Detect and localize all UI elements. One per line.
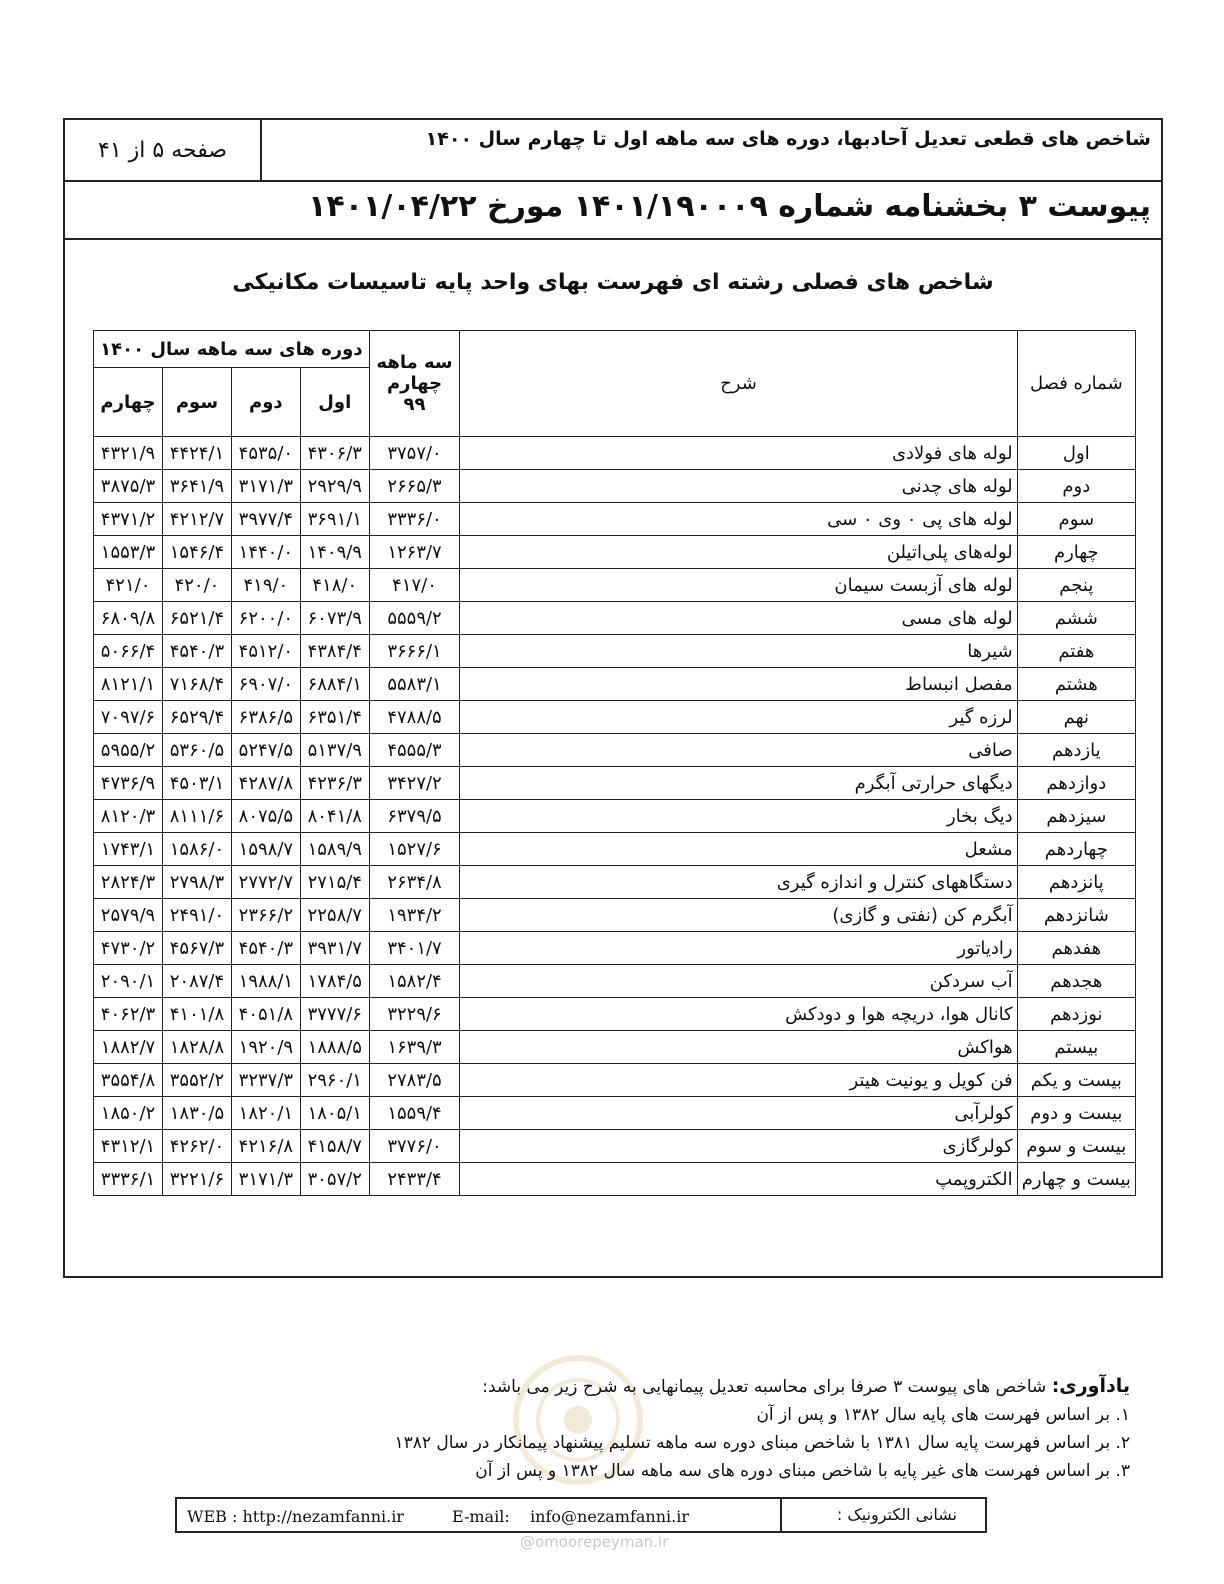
cell-q4: ۴۷۳۰/۲ xyxy=(94,932,163,965)
cell-q3: ۱۸۳۰/۵ xyxy=(163,1097,232,1130)
cell-q4: ۷۰۹۷/۶ xyxy=(94,701,163,734)
cell-q3: ۸۱۱۱/۶ xyxy=(163,800,232,833)
cell-q1: ۱۴۰۹/۹ xyxy=(300,536,369,569)
table-row xyxy=(94,1163,1136,1196)
cell-q3: ۲۰۸۷/۴ xyxy=(163,965,232,998)
col-header-fasl: شماره فصل xyxy=(1017,331,1135,437)
cell-sharh: شیرها xyxy=(460,635,1017,668)
cell-q4: ۱۸۵۰/۲ xyxy=(94,1097,163,1130)
cell-fasl: نوزدهم xyxy=(1017,998,1135,1031)
col-header-q2: دوم xyxy=(231,368,300,437)
cell-q3: ۱۵۴۶/۴ xyxy=(163,536,232,569)
col-header-q1: اول xyxy=(300,368,369,437)
cell-fasl: سوم xyxy=(1017,503,1135,536)
cell-q2: ۳۱۷۱/۳ xyxy=(231,1163,300,1196)
cell-q1: ۲۲۵۸/۷ xyxy=(300,899,369,932)
cell-sharh: مفصل انبساط xyxy=(460,668,1017,701)
table-row xyxy=(94,536,1136,569)
watermark-text: @omoorepeyman.ir xyxy=(520,1533,669,1551)
document-title: شاخص های قطعی تعدیل آحادبها، دوره های سه ماهه اول تا چهارم سال ۱۴۰۰ xyxy=(425,128,1151,150)
table-row xyxy=(94,1064,1136,1097)
cell-base: ۱۵۸۲/۴ xyxy=(369,965,460,998)
cell-base: ۵۵۵۹/۲ xyxy=(369,602,460,635)
cell-q4: ۵۰۶۶/۴ xyxy=(94,635,163,668)
cell-q2: ۲۳۶۶/۲ xyxy=(231,899,300,932)
cell-sharh: کانال هوا، دریچه هوا و دودکش xyxy=(460,998,1017,1031)
cell-base: ۳۷۷۶/۰ xyxy=(369,1130,460,1163)
cell-sharh: رادیاتور xyxy=(460,932,1017,965)
page-number: صفحه ۵ از ۴۱ xyxy=(65,120,262,180)
header-row xyxy=(65,120,1161,182)
table-row xyxy=(94,965,1136,998)
cell-q4: ۳۸۷۵/۳ xyxy=(94,470,163,503)
cell-base: ۴۱۷/۰ xyxy=(369,569,460,602)
table-row xyxy=(94,734,1136,767)
cell-base: ۱۵۵۹/۴ xyxy=(369,1097,460,1130)
cell-q2: ۳۱۷۱/۳ xyxy=(231,470,300,503)
cell-q1: ۱۵۸۹/۹ xyxy=(300,833,369,866)
cell-sharh: فن کویل و یونیت هیتر xyxy=(460,1064,1017,1097)
cell-fasl: بیستم xyxy=(1017,1031,1135,1064)
cell-q3: ۳۵۵۲/۲ xyxy=(163,1064,232,1097)
table-row xyxy=(94,866,1136,899)
table-row xyxy=(94,503,1136,536)
cell-sharh: لوله های پی ٠ وی ٠ سی xyxy=(460,503,1017,536)
cell-q3: ۴۵۰۳/۱ xyxy=(163,767,232,800)
cell-base: ۱۲۶۳/۷ xyxy=(369,536,460,569)
email-address: info@nezamfanni.ir xyxy=(530,1507,689,1526)
cell-base: ۳۳۳۶/۰ xyxy=(369,503,460,536)
cell-q3: ۴۵۶۷/۳ xyxy=(163,932,232,965)
note-item: ۱. بر اساس فهرست های پایه سال ۱۳۸۲ و پس از آن xyxy=(756,1405,1130,1425)
document-frame xyxy=(63,118,1163,1278)
note-item: ۳. بر اساس فهرست های غیر پایه با شاخص مبنای دوره های سه ماهه سال ۱۳۸۲ و پس از آن xyxy=(475,1461,1130,1481)
cell-fasl: بیست و سوم xyxy=(1017,1130,1135,1163)
cell-base: ۱۵۲۷/۶ xyxy=(369,833,460,866)
cell-sharh: دیگ بخار xyxy=(460,800,1017,833)
cell-q2: ۳۹۷۷/۴ xyxy=(231,503,300,536)
cell-q1: ۲۹۲۹/۹ xyxy=(300,470,369,503)
cell-fasl: نهم xyxy=(1017,701,1135,734)
cell-q2: ۱۸۲۰/۱ xyxy=(231,1097,300,1130)
cell-sharh: آبگرم کن (نفتی و گازی) xyxy=(460,899,1017,932)
cell-base: ۳۲۲۹/۶ xyxy=(369,998,460,1031)
email-link[interactable] xyxy=(452,1507,689,1526)
cell-q1: ۵۱۳۷/۹ xyxy=(300,734,369,767)
cell-q2: ۶۳۸۶/۵ xyxy=(231,701,300,734)
cell-sharh: صافی xyxy=(460,734,1017,767)
col-header-q4: چهارم xyxy=(94,368,163,437)
cell-q2: ۴۵۱۲/۰ xyxy=(231,635,300,668)
cell-q1: ۱۸۰۵/۱ xyxy=(300,1097,369,1130)
cell-q3: ۴۲۶۲/۰ xyxy=(163,1130,232,1163)
cell-q4: ۱۸۸۲/۷ xyxy=(94,1031,163,1064)
table-row xyxy=(94,1031,1136,1064)
table-row xyxy=(94,1097,1136,1130)
cell-q4: ۴۷۳۶/۹ xyxy=(94,767,163,800)
cell-sharh: دستگاههای کنترل و اندازه گیری xyxy=(460,866,1017,899)
col-header-base: سه ماهه چهارم ۹۹ xyxy=(369,331,460,437)
cell-q3: ۲۴۹۱/۰ xyxy=(163,899,232,932)
table-row xyxy=(94,602,1136,635)
cell-q2: ۳۲۳۷/۳ xyxy=(231,1064,300,1097)
cell-q4: ۲۵۷۹/۹ xyxy=(94,899,163,932)
subtitle-row xyxy=(65,182,1161,240)
reminder-note xyxy=(130,1372,1130,1485)
cell-sharh: لوله های مسی xyxy=(460,602,1017,635)
cell-sharh: لوله های آزبست سیمان xyxy=(460,569,1017,602)
cell-fasl: بیست و دوم xyxy=(1017,1097,1135,1130)
cell-q2: ۱۵۹۸/۷ xyxy=(231,833,300,866)
col-header-q3: سوم xyxy=(163,368,232,437)
cell-sharh: لوله های فولادی xyxy=(460,437,1017,470)
cell-q4: ۸۱۲۱/۱ xyxy=(94,668,163,701)
cell-sharh: لوله‌های پلی‌اتیلن xyxy=(460,536,1017,569)
cell-sharh: آب سردکن xyxy=(460,965,1017,998)
cell-q1: ۱۷۸۴/۵ xyxy=(300,965,369,998)
cell-q4: ۸۱۲۰/۳ xyxy=(94,800,163,833)
cell-q4: ۳۵۵۴/۸ xyxy=(94,1064,163,1097)
cell-q4: ۲۸۲۴/۳ xyxy=(94,866,163,899)
cell-q4: ۴۲۱/۰ xyxy=(94,569,163,602)
cell-q3: ۴۴۲۴/۱ xyxy=(163,437,232,470)
cell-fasl: شانزدهم xyxy=(1017,899,1135,932)
cell-q2: ۴۵۴۰/۳ xyxy=(231,932,300,965)
cell-fasl: هجدهم xyxy=(1017,965,1135,998)
cell-q4: ۴۳۷۱/۲ xyxy=(94,503,163,536)
cell-q1: ۳۰۵۷/۲ xyxy=(300,1163,369,1196)
cell-base: ۴۵۵۵/۳ xyxy=(369,734,460,767)
cell-q3: ۲۷۹۸/۳ xyxy=(163,866,232,899)
cell-q4: ۵۹۵۵/۲ xyxy=(94,734,163,767)
cell-q2: ۴۰۵۱/۸ xyxy=(231,998,300,1031)
table-row xyxy=(94,833,1136,866)
cell-q4: ۲۰۹۰/۱ xyxy=(94,965,163,998)
table-row xyxy=(94,635,1136,668)
cell-base: ۴۷۸۸/۵ xyxy=(369,701,460,734)
cell-fasl: اول xyxy=(1017,437,1135,470)
cell-q1: ۶۳۵۱/۴ xyxy=(300,701,369,734)
cell-q3: ۷۱۶۸/۴ xyxy=(163,668,232,701)
cell-fasl: چهاردهم xyxy=(1017,833,1135,866)
cell-q2: ۸۰۷۵/۵ xyxy=(231,800,300,833)
cell-q1: ۶۸۸۴/۱ xyxy=(300,668,369,701)
cell-fasl: پنجم xyxy=(1017,569,1135,602)
cell-q3: ۴۲۰/۰ xyxy=(163,569,232,602)
cell-fasl: سیزدهم xyxy=(1017,800,1135,833)
cell-base: ۳۴۰۱/۷ xyxy=(369,932,460,965)
cell-q2: ۶۲۰۰/۰ xyxy=(231,602,300,635)
cell-q2: ۴۲۱۶/۸ xyxy=(231,1130,300,1163)
cell-sharh: لوله های چدنی xyxy=(460,470,1017,503)
table-row xyxy=(94,569,1136,602)
cell-sharh: الکتروپمپ xyxy=(460,1163,1017,1196)
document-subtitle: پیوست ۳ بخشنامه شماره ۱۴۰۱/۱۹۰۰۰۹ مورخ ۱۴۰۱/۰۴/۲۲ xyxy=(308,189,1151,224)
cell-q3: ۵۳۶۰/۵ xyxy=(163,734,232,767)
cell-base: ۲۴۳۳/۴ xyxy=(369,1163,460,1196)
note-item: ۲. بر اساس فهرست پایه سال ۱۳۸۱ با شاخص مبنای دوره سه ماهه تسلیم پیشنهاد پیمانکار در سال ۱۳۸۲ xyxy=(394,1433,1130,1453)
cell-q1: ۴۱۵۸/۷ xyxy=(300,1130,369,1163)
cell-q3: ۳۲۲۱/۶ xyxy=(163,1163,232,1196)
cell-q4: ۱۵۵۳/۳ xyxy=(94,536,163,569)
cell-q2: ۴۵۳۵/۰ xyxy=(231,437,300,470)
cell-base: ۳۷۵۷/۰ xyxy=(369,437,460,470)
cell-base: ۲۶۶۵/۳ xyxy=(369,470,460,503)
col-header-group: دوره های سه ماهه سال ۱۴۰۰ xyxy=(94,331,370,368)
cell-fasl: ششم xyxy=(1017,602,1135,635)
cell-q3: ۶۵۲۱/۴ xyxy=(163,602,232,635)
cell-fasl: دوم xyxy=(1017,470,1135,503)
cell-base: ۳۴۲۷/۲ xyxy=(369,767,460,800)
web-link[interactable]: WEB : http://nezamfanni.ir xyxy=(187,1507,404,1526)
contact-label: نشانی الکترونیک : xyxy=(780,1499,985,1531)
cell-fasl: یازدهم xyxy=(1017,734,1135,767)
section-title: شاخص های فصلی رشته ای فهرست بهای واحد پایه تاسیسات مکانیکی xyxy=(232,270,994,295)
cell-fasl: پانزدهم xyxy=(1017,866,1135,899)
cell-q4: ۶۸۰۹/۸ xyxy=(94,602,163,635)
cell-sharh: کولرآبی xyxy=(460,1097,1017,1130)
table-row xyxy=(94,899,1136,932)
table-body xyxy=(94,437,1136,1196)
note-intro: شاخص های پیوست ۳ صرفا برای محاسبه تعدیل پیمانهایی به شرح زیر می باشد: xyxy=(482,1377,1047,1397)
cell-sharh: مشعل xyxy=(460,833,1017,866)
cell-fasl: هشتم xyxy=(1017,668,1135,701)
cell-q1: ۲۷۱۵/۴ xyxy=(300,866,369,899)
cell-q3: ۴۲۱۲/۷ xyxy=(163,503,232,536)
cell-q4: ۴۰۶۲/۳ xyxy=(94,998,163,1031)
cell-q1: ۱۸۸۸/۵ xyxy=(300,1031,369,1064)
cell-sharh: لرزه گیر xyxy=(460,701,1017,734)
cell-q3: ۳۶۴۱/۹ xyxy=(163,470,232,503)
cell-q3: ۱۵۸۶/۰ xyxy=(163,833,232,866)
table-row xyxy=(94,470,1136,503)
table-row xyxy=(94,767,1136,800)
cell-base: ۲۷۸۳/۵ xyxy=(369,1064,460,1097)
cell-sharh: هواکش xyxy=(460,1031,1017,1064)
cell-fasl: چهارم xyxy=(1017,536,1135,569)
cell-fasl: هفدهم xyxy=(1017,932,1135,965)
cell-q2: ۱۴۴۰/۰ xyxy=(231,536,300,569)
cell-q3: ۱۸۲۸/۸ xyxy=(163,1031,232,1064)
cell-q1: ۴۳۸۴/۴ xyxy=(300,635,369,668)
col-header-sharh: شرح xyxy=(460,331,1017,437)
cell-q2: ۴۲۸۷/۸ xyxy=(231,767,300,800)
cell-sharh: دیگهای حرارتی آبگرم xyxy=(460,767,1017,800)
note-intro-line xyxy=(130,1372,1130,1401)
cell-q1: ۳۷۷۷/۶ xyxy=(300,998,369,1031)
note-head: یادآوری: xyxy=(1051,1375,1130,1397)
cell-sharh: کولرگازی xyxy=(460,1130,1017,1163)
cell-q1: ۴۳۰۶/۳ xyxy=(300,437,369,470)
cell-base: ۱۶۳۹/۳ xyxy=(369,1031,460,1064)
cell-q1: ۳۹۳۱/۷ xyxy=(300,932,369,965)
table-row xyxy=(94,1130,1136,1163)
cell-q1: ۸۰۴۱/۸ xyxy=(300,800,369,833)
cell-q2: ۵۲۴۷/۵ xyxy=(231,734,300,767)
cell-q2: ۶۹۰۷/۰ xyxy=(231,668,300,701)
table-row xyxy=(94,800,1136,833)
table-row xyxy=(94,701,1136,734)
cell-q1: ۳۶۹۱/۱ xyxy=(300,503,369,536)
cell-q1: ۴۱۸/۰ xyxy=(300,569,369,602)
cell-q2: ۱۹۲۰/۹ xyxy=(231,1031,300,1064)
cell-base: ۶۳۷۹/۵ xyxy=(369,800,460,833)
contact-box xyxy=(175,1497,987,1533)
table-row xyxy=(94,998,1136,1031)
cell-q3: ۴۵۴۰/۳ xyxy=(163,635,232,668)
table-row xyxy=(94,668,1136,701)
cell-q1: ۲۹۶۰/۱ xyxy=(300,1064,369,1097)
cell-fasl: هفتم xyxy=(1017,635,1135,668)
cell-q2: ۴۱۹/۰ xyxy=(231,569,300,602)
cell-base: ۳۶۶۶/۱ xyxy=(369,635,460,668)
cell-q3: ۴۱۰۱/۸ xyxy=(163,998,232,1031)
table-row xyxy=(94,437,1136,470)
cell-q4: ۳۳۳۶/۱ xyxy=(94,1163,163,1196)
cell-q3: ۶۵۲۹/۴ xyxy=(163,701,232,734)
cell-q1: ۴۲۳۶/۳ xyxy=(300,767,369,800)
cell-base: ۲۶۳۴/۸ xyxy=(369,866,460,899)
cell-base: ۵۵۸۳/۱ xyxy=(369,668,460,701)
cell-base: ۱۹۳۴/۲ xyxy=(369,899,460,932)
email-label: E-mail: xyxy=(452,1507,510,1526)
cell-fasl: بیست و یکم xyxy=(1017,1064,1135,1097)
index-table xyxy=(93,330,1136,1196)
cell-fasl: دوازدهم xyxy=(1017,767,1135,800)
cell-q4: ۱۷۴۳/۱ xyxy=(94,833,163,866)
cell-q4: ۴۳۲۱/۹ xyxy=(94,437,163,470)
cell-fasl: بیست و چهارم xyxy=(1017,1163,1135,1196)
table-row xyxy=(94,932,1136,965)
cell-q2: ۱۹۸۸/۱ xyxy=(231,965,300,998)
cell-q4: ۴۳۱۲/۱ xyxy=(94,1130,163,1163)
cell-q2: ۲۷۷۲/۷ xyxy=(231,866,300,899)
cell-q1: ۶۰۷۳/۹ xyxy=(300,602,369,635)
